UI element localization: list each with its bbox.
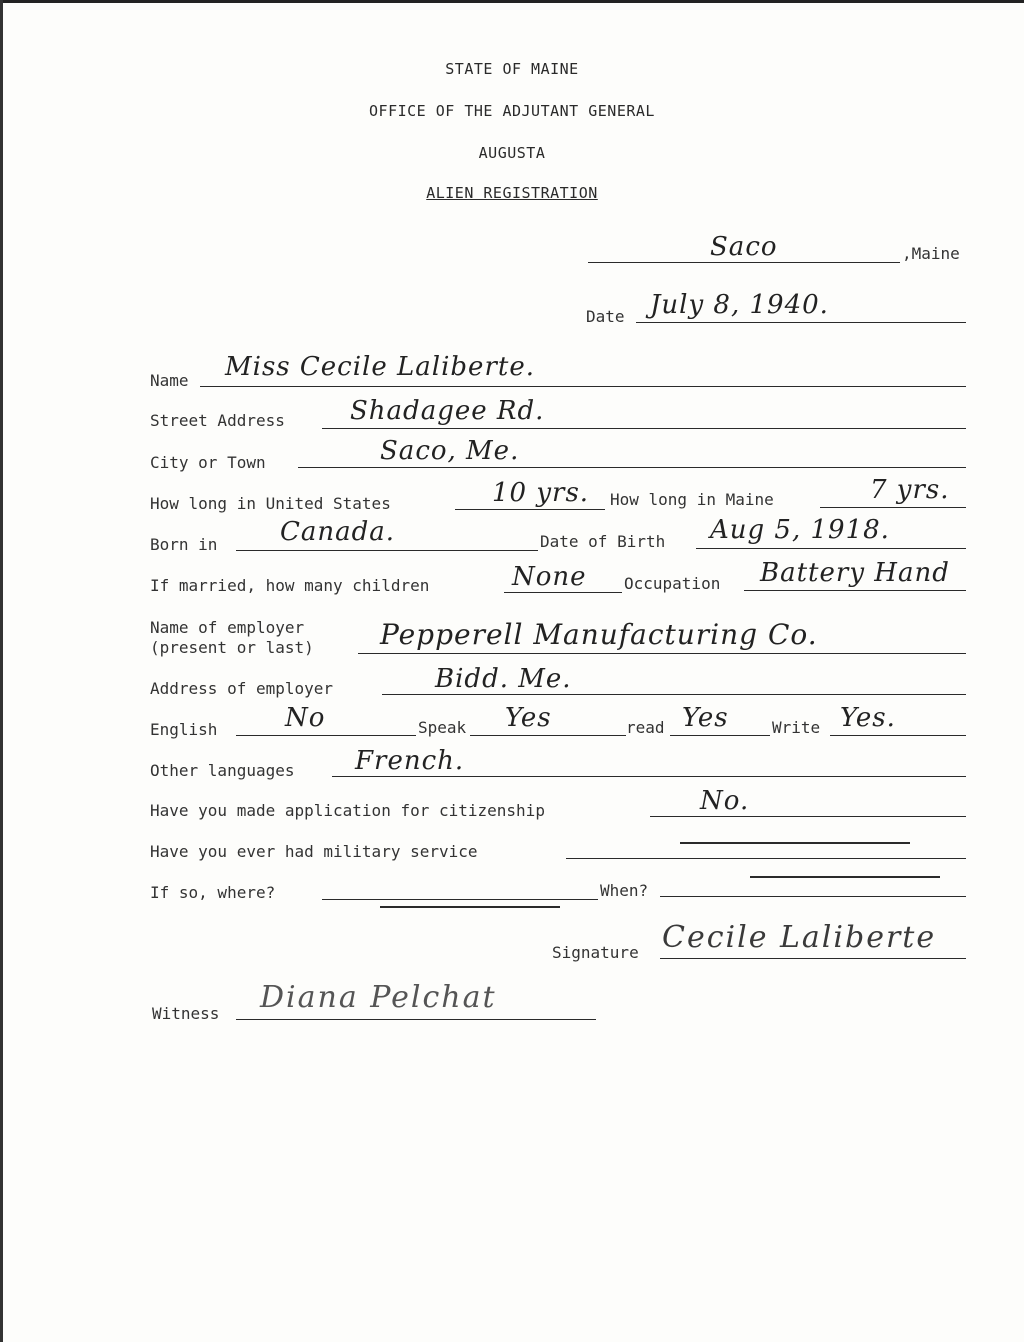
english-label: English <box>150 720 218 739</box>
occupation-value: Battery Hand <box>760 558 950 588</box>
years-maine-line <box>820 507 966 508</box>
read-label: read <box>626 718 665 737</box>
english-value: No <box>285 703 326 733</box>
children-label: If married, how many children <box>150 576 430 595</box>
city-label: City or Town <box>150 453 266 472</box>
speak-value: Yes <box>505 703 552 733</box>
name-line <box>200 386 966 387</box>
dob-label: Date of Birth <box>540 532 666 551</box>
header-city: AUGUSTA <box>478 144 546 162</box>
name-label: Name <box>150 371 189 390</box>
years-us-value: 10 yrs. <box>492 478 590 508</box>
english-line <box>236 735 416 736</box>
applicant-signature: Cecile Laliberte <box>662 920 937 955</box>
other-languages-label: Other languages <box>150 761 295 780</box>
years-maine-label: How long in Maine <box>610 490 774 509</box>
date-line <box>636 322 966 323</box>
write-value: Yes. <box>840 703 896 733</box>
other-languages-value: French. <box>355 746 465 776</box>
children-value: None <box>512 562 587 592</box>
write-label: Write <box>772 718 821 737</box>
employer-sublabel: (present or last) <box>150 638 314 657</box>
years-us-line <box>455 509 605 510</box>
occupation-label: Occupation <box>624 574 721 593</box>
place-value: Saco <box>710 232 778 262</box>
header-state: STATE OF MAINE <box>445 60 579 78</box>
when-label: When? <box>600 881 649 900</box>
speak-label: Speak <box>418 718 467 737</box>
city-value: Saco, Me. <box>380 436 520 466</box>
street-label: Street Address <box>150 411 285 430</box>
where-line <box>322 899 598 900</box>
page-edge-top <box>0 0 1024 3</box>
citizenship-label: Have you made application for citizenship <box>150 801 545 820</box>
form-title: ALIEN REGISTRATION <box>426 184 598 202</box>
employer-value: Pepperell Manufacturing Co. <box>380 618 818 651</box>
street-value: Shadagee Rd. <box>350 396 545 426</box>
write-line <box>830 735 966 736</box>
employer-line <box>358 653 966 654</box>
other-languages-line <box>332 776 966 777</box>
born-in-value: Canada. <box>280 517 396 547</box>
header-title <box>0 184 1024 202</box>
date-label: Date <box>586 307 625 326</box>
citizenship-value: No. <box>700 786 750 816</box>
born-in-line <box>236 550 538 551</box>
employer-address-line <box>382 694 966 695</box>
when-dash-mark <box>750 876 940 878</box>
citizenship-line <box>650 816 966 817</box>
years-us-label: How long in United States <box>150 494 391 513</box>
signature-label: Signature <box>552 943 639 962</box>
speak-line <box>470 735 626 736</box>
witness-signature: Diana Pelchat <box>260 980 497 1015</box>
witness-line <box>236 1019 596 1020</box>
when-line <box>660 896 966 897</box>
city-line <box>298 467 966 468</box>
employer-address-label: Address of employer <box>150 679 334 698</box>
place-suffix: ,Maine <box>902 244 960 263</box>
read-value: Yes <box>682 703 729 733</box>
born-in-label: Born in <box>150 535 218 554</box>
dob-line <box>696 548 966 549</box>
employer-label: Name of employer <box>150 618 305 637</box>
date-value: July 8, 1940. <box>650 290 829 320</box>
header-office: OFFICE OF THE ADJUTANT GENERAL <box>369 102 655 120</box>
where-label: If so, where? <box>150 883 276 902</box>
children-line <box>504 592 622 593</box>
years-maine-value: 7 yrs. <box>870 475 950 505</box>
employer-address-value: Bidd. Me. <box>435 664 572 694</box>
military-label: Have you ever had military service <box>150 842 478 861</box>
street-line <box>322 428 966 429</box>
occupation-line <box>744 590 966 591</box>
read-line <box>670 735 770 736</box>
witness-label: Witness <box>152 1004 220 1023</box>
place-line <box>588 262 900 263</box>
military-dash-mark <box>680 842 910 844</box>
military-line <box>566 858 966 859</box>
dob-value: Aug 5, 1918. <box>710 515 890 545</box>
signature-line <box>660 958 966 959</box>
name-value: Miss Cecile Laliberte. <box>225 352 535 382</box>
where-dash-mark <box>380 906 560 908</box>
